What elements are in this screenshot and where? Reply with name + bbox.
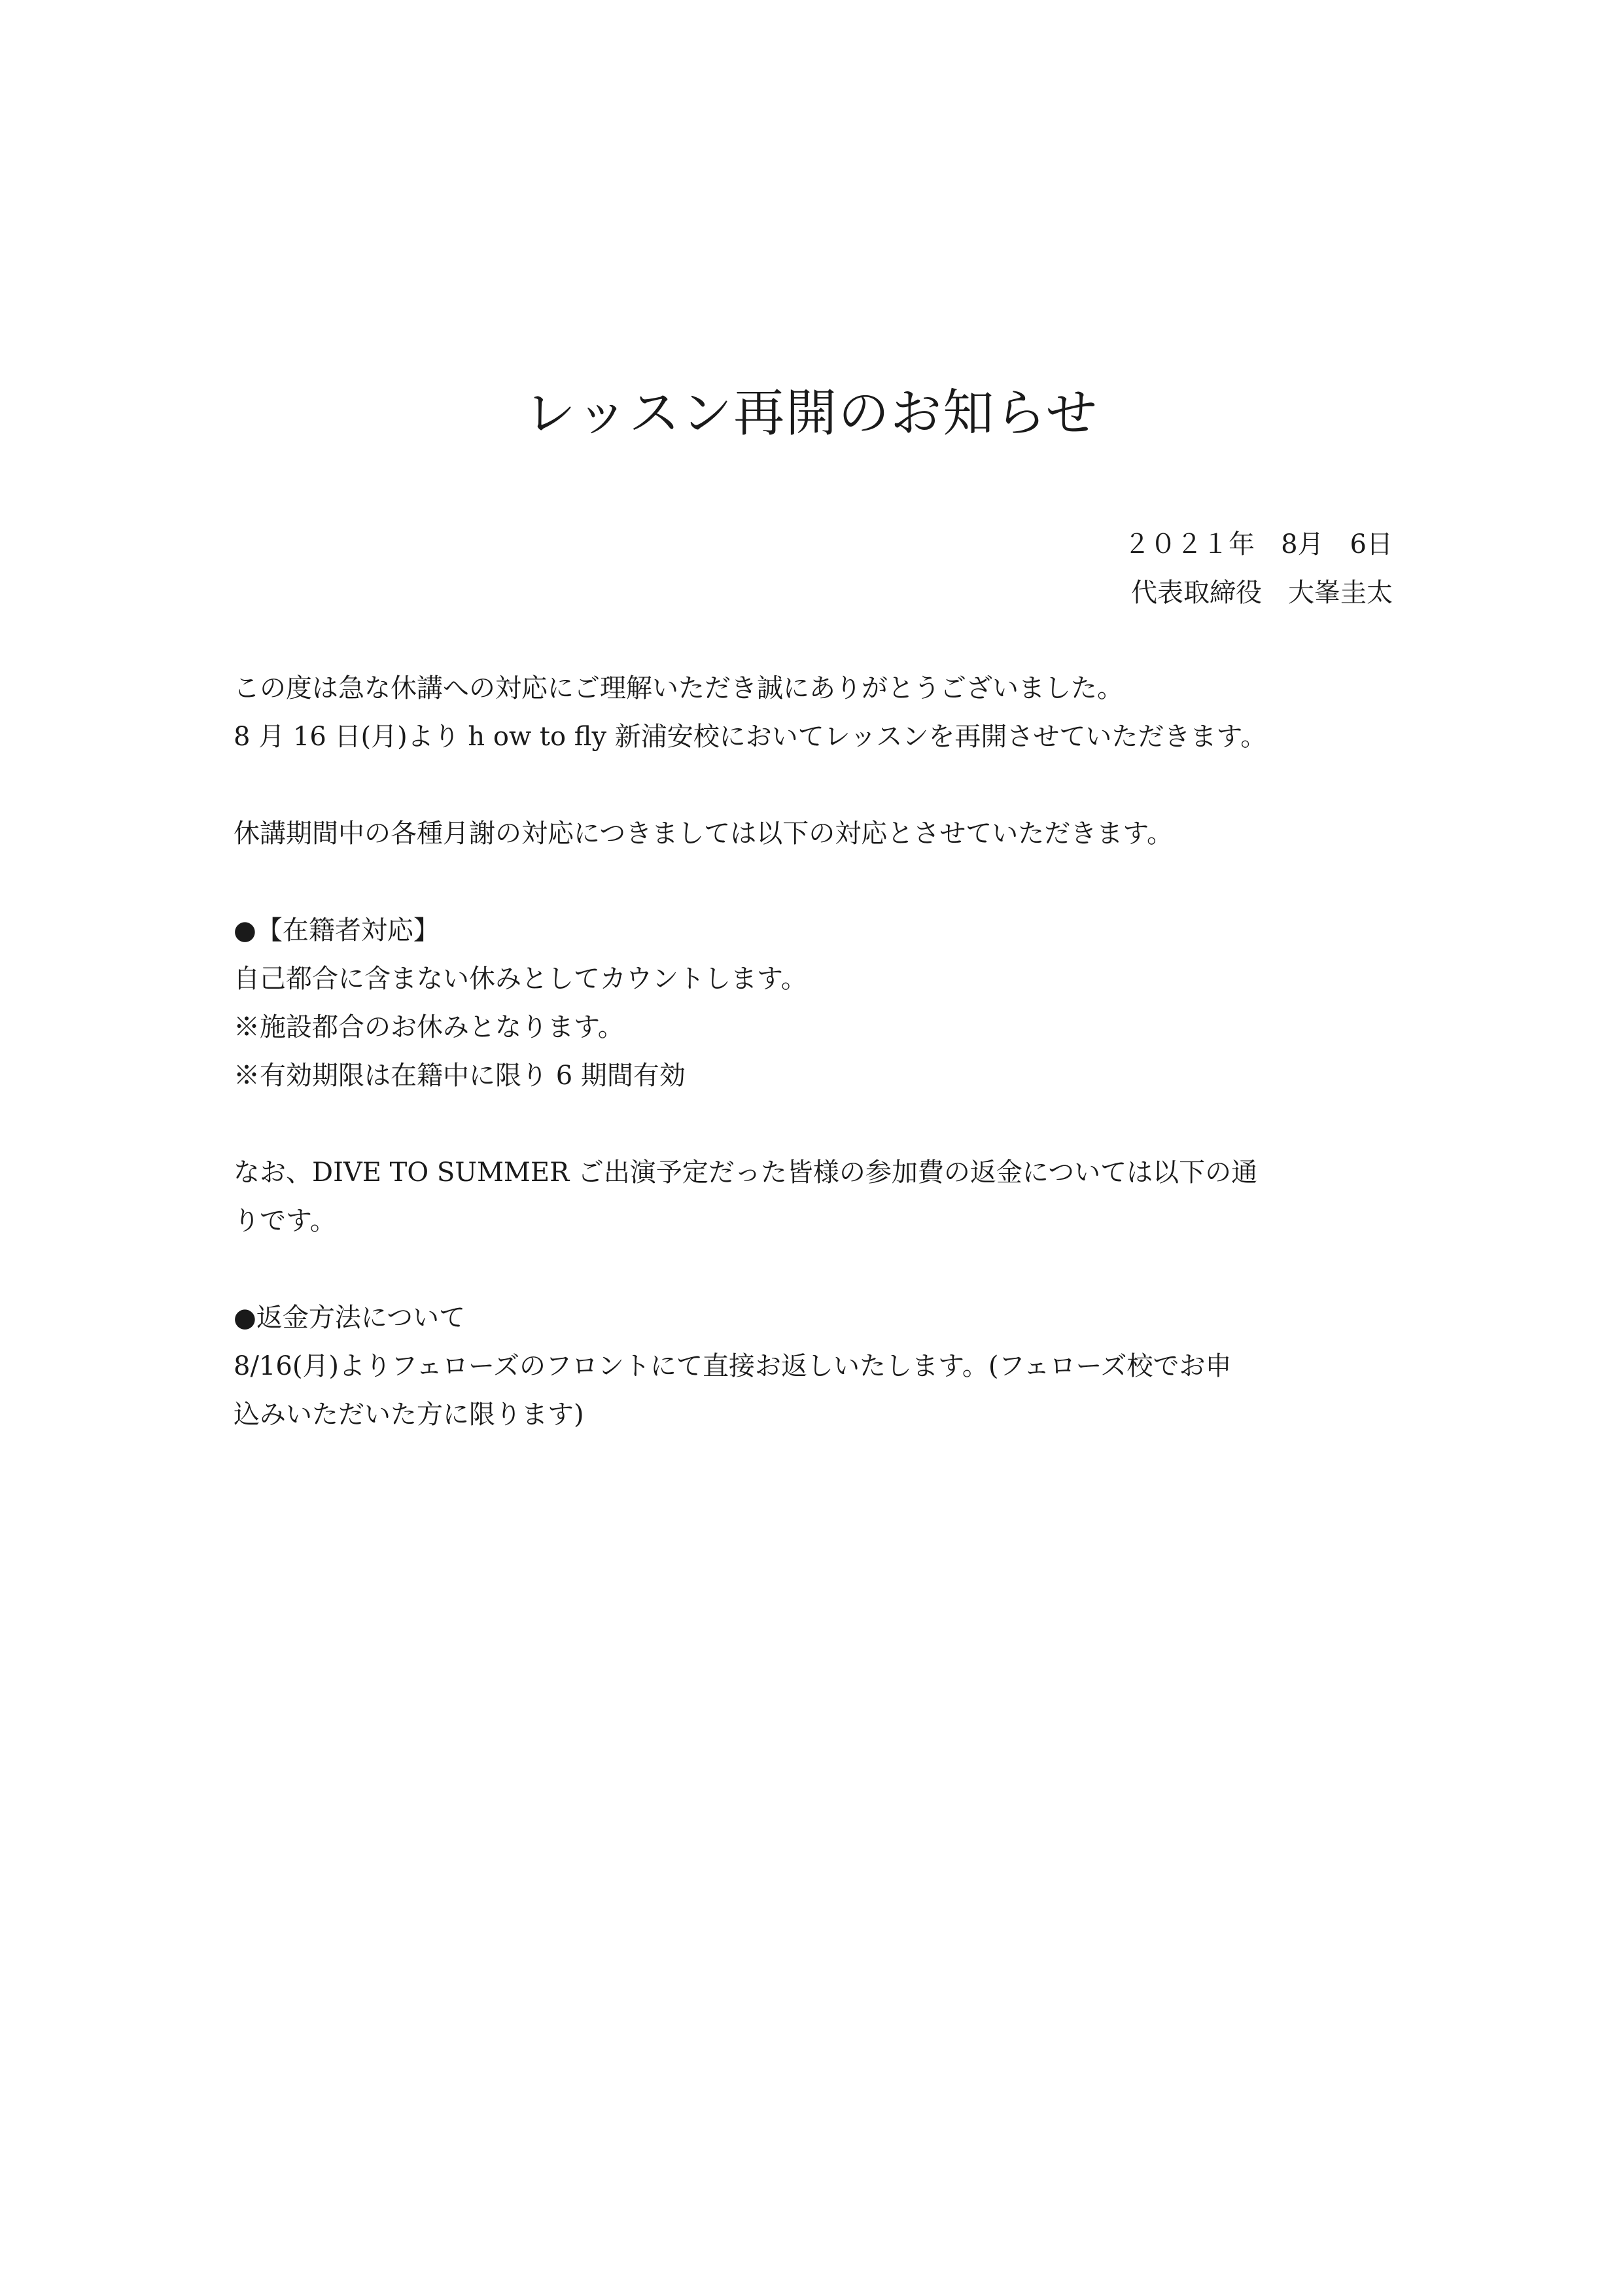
document-meta (1124, 520, 1393, 617)
spacer (234, 761, 1395, 809)
spacer (234, 858, 1395, 906)
paragraph-intro-line-2: 8 月 16 日(月)より h ow to fly 新浦安校においてレッスンを再開させていただきます。 (234, 722, 1267, 752)
paragraph-fees-line-1: 休講期間中の各種月謝の対応につきましては以下の対応とさせていただきます。 (234, 819, 1173, 849)
signature: 代表取締役 大峯圭太 (1131, 578, 1393, 608)
document-title: レッスン再開のお知らせ (525, 384, 1098, 443)
section-enrolled-heading: ●【在籍者対応】 (234, 915, 440, 945)
issue-date: ２０２１年 8月 6日 (1124, 529, 1393, 559)
paragraph-intro-line-1: この度は急な休講への対応にご理解いただき誠にありがとうございました。 (234, 673, 1123, 703)
section-refund-method-line-2: 込みいただいた方に限ります) (234, 1400, 584, 1430)
section-enrolled-line-2: ※施設都合のお休みとなります。 (234, 1012, 624, 1042)
section-refund-method-heading: ●返金方法について (234, 1303, 466, 1333)
section-enrolled-line-3: ※有効期限は在籍中に限り 6 期間有効 (234, 1061, 686, 1091)
paragraph-refund-line-1: なお、DIVE TO SUMMER ご出演予定だった皆様の参加費の返金については以下の通 (234, 1157, 1258, 1188)
spacer (234, 1100, 1395, 1148)
section-enrolled-line-1: 自己都合に含まない休みとしてカウントします。 (234, 964, 807, 994)
spacer (234, 1245, 1395, 1294)
section-refund-method-line-1: 8/16(月)よりフェローズのフロントにて直接お返しいたします。(フェローズ校でお申 (234, 1351, 1232, 1381)
document-body (234, 664, 1395, 1439)
paragraph-refund-line-2: りです。 (234, 1206, 336, 1236)
